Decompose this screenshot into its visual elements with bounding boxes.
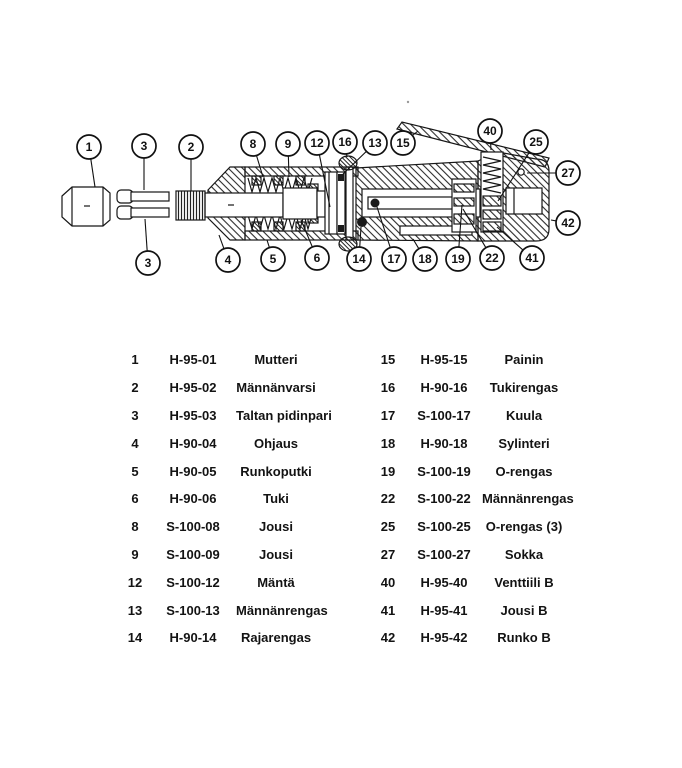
part-name-cell: Mutteri [254, 352, 298, 368]
part-code-cell: H-90-04 [169, 435, 217, 451]
callout-number: 42 [561, 216, 575, 231]
part-name-cell: O-rengas (3) [485, 519, 563, 535]
parts-table-row [120, 402, 566, 430]
part-code-cell: S-100-22 [417, 491, 471, 507]
part-code-cell: H-95-01 [169, 352, 217, 368]
part-name-cell: Männänrengas [236, 602, 328, 618]
part-code-cell: H-90-05 [169, 463, 217, 479]
part-number-cell: 22 [380, 491, 396, 507]
part-name-cell: Rajarengas [240, 630, 312, 646]
callout-number: 5 [269, 252, 277, 267]
part-number-cell: 4 [131, 435, 139, 451]
part-code-cell: H-90-16 [420, 380, 468, 396]
part-number-cell: 6 [131, 491, 139, 507]
parts-table-row [120, 513, 566, 541]
part-number-cell: 8 [131, 519, 139, 535]
callout-number: 16 [338, 135, 352, 150]
parts-table-row [120, 429, 566, 457]
callout-number: 9 [284, 137, 292, 152]
callout-number: 14 [352, 252, 366, 267]
part-code-cell: S-100-17 [417, 407, 471, 423]
callout-number: 18 [418, 252, 432, 267]
part-number-cell: 27 [380, 546, 396, 562]
part-name-cell: Painin [504, 352, 544, 368]
part-code-cell: H-95-41 [420, 602, 468, 618]
parts-table [120, 346, 574, 652]
part-code-cell: S-100-12 [166, 574, 220, 590]
part-number-cell: 1 [131, 352, 139, 368]
callout-number: 8 [249, 137, 257, 152]
part-name-cell: Taltan pidinpari [236, 407, 332, 423]
parts-table-row [120, 568, 566, 596]
part-code-cell: S-100-09 [166, 546, 220, 562]
callout-number: 25 [529, 135, 543, 150]
part-name-cell: Sokka [504, 546, 544, 562]
parts-table-row [120, 485, 574, 513]
part-number-cell: 42 [380, 630, 396, 646]
callout-number: 12 [310, 136, 324, 151]
callout-number: 2 [187, 140, 195, 155]
inner-rod [368, 197, 466, 209]
part-name-cell: Jousi [259, 519, 293, 535]
callout-leader-3 [145, 219, 147, 251]
part-code-cell: H-95-42 [420, 630, 468, 646]
callout-number: 22 [485, 251, 499, 266]
part-code-cell: S-100-08 [166, 519, 220, 535]
part-name-cell: Männänrengas [482, 491, 574, 507]
callout-number: 40 [483, 124, 497, 139]
piston-part [325, 172, 337, 234]
callout-number: 41 [525, 251, 539, 266]
parts-table-row [120, 374, 566, 402]
part-name-cell: Mäntä [257, 574, 295, 590]
parts-table-row [120, 541, 566, 569]
spring-seat [252, 222, 261, 231]
spring-seat [274, 222, 283, 231]
valve-seal [483, 210, 501, 219]
part-number-cell: 25 [380, 519, 396, 535]
part-name-cell: Tuki [263, 491, 289, 507]
piston-ring-part [338, 174, 344, 181]
part-name-cell: Ohjaus [253, 435, 299, 451]
callout-number: 3 [144, 256, 152, 271]
rod-step [317, 191, 325, 217]
part-code-cell: H-90-14 [169, 630, 217, 646]
part-number-cell: 9 [131, 546, 139, 562]
part-number-cell: 17 [380, 407, 396, 423]
part-code-cell: H-95-15 [420, 352, 468, 368]
cylinder-head [346, 167, 353, 240]
piston-ring-carrier [337, 172, 345, 234]
part-code-cell: H-90-18 [420, 435, 468, 451]
part-code-cell: H-95-02 [169, 380, 217, 396]
ball-part [371, 199, 380, 208]
spring-seat [274, 176, 283, 185]
part-name-cell: Jousi B [500, 602, 548, 618]
callout-leader-5 [267, 240, 269, 248]
parts-table-row [120, 596, 566, 624]
part-number-cell: 41 [380, 602, 396, 618]
parts-table-row [120, 624, 566, 652]
part-name-cell: Venttiili B [494, 574, 554, 590]
part-number-cell: 12 [127, 574, 143, 590]
part-code-cell: H-90-06 [169, 491, 217, 507]
callout-leader-9 [288, 156, 289, 177]
part-code-cell: H-95-03 [169, 407, 217, 423]
part-name-cell: Runkoputki [240, 463, 312, 479]
part-name-cell: O-rengas [495, 463, 553, 479]
parts-table-row [120, 457, 566, 485]
scan-speck [407, 101, 409, 103]
part-number-cell: 40 [380, 574, 396, 590]
valve-assembly [481, 152, 503, 232]
part-number-cell: 19 [380, 463, 396, 479]
callout-leader-4 [219, 235, 224, 249]
part-number-cell: 15 [380, 352, 396, 368]
callout-number: 6 [313, 251, 321, 266]
part-number-cell: 5 [131, 463, 139, 479]
callout-leader-1 [91, 159, 95, 187]
piston-rod-part [205, 193, 283, 217]
o-ring [454, 184, 474, 192]
inlet-socket [506, 188, 542, 214]
callout-number: 4 [224, 253, 232, 268]
threaded-rod-part [176, 191, 205, 220]
part-name-cell: Kuula [505, 407, 543, 423]
holder-bar [131, 208, 169, 217]
support-part [283, 188, 317, 219]
part-name-cell: Männänvarsi [236, 380, 316, 396]
part-code-cell: S-100-13 [166, 602, 220, 618]
piston-ring [454, 198, 474, 206]
part-number-cell: 3 [131, 407, 139, 423]
part-number-cell: 14 [127, 630, 143, 646]
callout-number: 3 [140, 139, 148, 154]
part-number-cell: 16 [380, 380, 396, 396]
part-code-cell: S-100-19 [417, 463, 471, 479]
holder-bar [131, 192, 169, 201]
piston-ring-part [338, 225, 344, 232]
part-name-cell: Tukirengas [489, 380, 559, 396]
callout-number: 27 [561, 166, 575, 181]
spring-seat [252, 176, 261, 185]
limit-ring-part [357, 217, 367, 227]
part-code-cell: S-100-25 [417, 519, 471, 535]
callout-number: 13 [368, 136, 382, 151]
spring-seat [296, 176, 305, 185]
part-number-cell: 18 [380, 435, 396, 451]
parts-table-row [120, 346, 566, 374]
callout-number: 15 [396, 136, 410, 151]
part-name-cell: Jousi [259, 546, 293, 562]
part-name-cell: Runko B [497, 630, 551, 646]
part-number-cell: 2 [131, 380, 139, 396]
part-code-cell: S-100-27 [417, 546, 471, 562]
part-name-cell: Sylinteri [498, 435, 550, 451]
valve-seal [483, 222, 501, 231]
callout-number: 17 [387, 252, 401, 267]
part-number-cell: 13 [127, 602, 143, 618]
callout-number: 19 [451, 252, 465, 267]
callout-number: 1 [85, 140, 93, 155]
part-code-cell: H-95-40 [420, 574, 468, 590]
